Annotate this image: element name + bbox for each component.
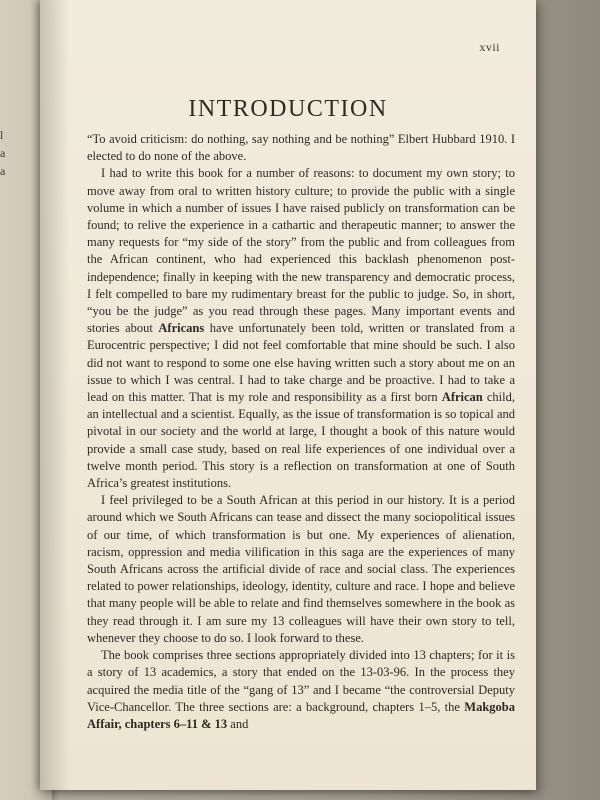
paragraph <box>87 131 515 165</box>
text-run: “To avoid criticism: do nothing, say nothing and be nothing” Elbert Hubbard 1910. I elected to do none of the above. <box>87 132 515 164</box>
bold-term: African <box>441 390 483 405</box>
left-page-text-fragment: a <box>0 164 6 178</box>
left-page-text-fragment: l <box>0 128 4 142</box>
text-run: I had to write this book for a number of reasons: to document my own story; to move away from oral to written history culture; to provide the public with a single volume in which a number of issues I have raised publicly on transformation can be found; to relive the experience in a cathartic and therapeutic manner; to answer the many requests for “my side of the story” from the public and from colleagues from the African continent, who had experienced this backlash phenomenon post-independence; finally in keeping with the new transparency and democratic process, I felt compelled to bare my rudimentary breast for the public to judge. So, in short, “you be the judge” as you read through these pages. Many important events and stories about <box>87 166 515 336</box>
left-page-text-fragment: a <box>0 146 6 160</box>
paragraph <box>87 492 515 647</box>
bold-term: Africans <box>158 321 205 336</box>
page-number: xvii <box>479 40 500 54</box>
paragraph <box>87 165 515 492</box>
bold-term: Makgoba Affair, chapters 6–11 & 13 <box>87 699 515 731</box>
paragraph <box>87 647 515 733</box>
text-run: and <box>227 716 249 731</box>
text-run: have unfortunately been told, written or translated from a Eurocentric perspective; I did not feel comfortable that mine should be such. I also did not want to respond to some one else having written such a story about me on an issue to which I was central. I had to take charge and be proactive. I had to take a lead on this matter. That is my role and responsibility as a first born <box>87 321 515 405</box>
text-run: child, an intellectual and a scientist. Equally, as the issue of transformation is so topical and pivotal in our society and the world at large, I thought a book of this nature would provide a small case study, based on real life experiences of one individual over a twelve month period. This story is a reflection on transformation at one of South Africa’s greatest institutions. <box>87 390 515 491</box>
chapter-title: INTRODUCTION <box>188 96 388 122</box>
text-run: The book comprises three sections appropriately divided into 13 chapters; for it is a story of 13 academics, a story that ended on the 13-03-96. In the process they acquired the media title of the “gang of 13” and I became “the controversial Deputy Vice-Chancellor. The three sections are: a background, chapters 1–5, the <box>87 648 515 714</box>
text-run: I feel privileged to be a South African at this period in our history. It is a period around which we South Africans can tease and dissect the many sociopolitical issues of our time, of which transformation is but one. My experiences of alienation, racism, oppression and media vilification in this saga are the experiences of many South Africans across the artificial divide of race and social class. The experiences related to power relationships, ideology, identity, culture and race. I hope and believe that many people will be able to relate and find themselves somewhere in the book as they read through it. I am sure my 13 colleagues will have their own story to tell, whenever they choose to do so. I look forward to these. <box>87 493 515 645</box>
body-text <box>87 131 515 733</box>
book-page <box>40 0 536 790</box>
